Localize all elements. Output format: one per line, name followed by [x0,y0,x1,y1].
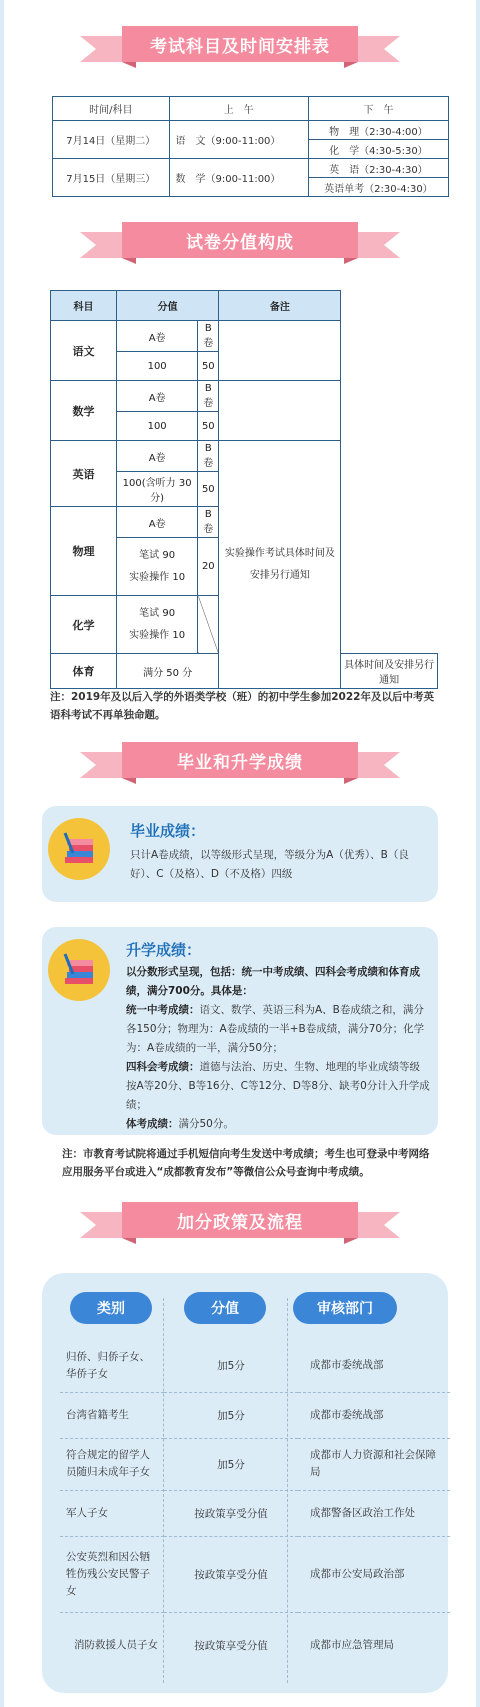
paper-b-cell: B卷 [198,441,219,472]
table-row [60,1490,450,1536]
header-cell: 分值 [117,291,219,321]
value-cell [117,596,198,654]
books-icon [48,939,110,1001]
subject-cell: 物理 [51,507,117,596]
paper-b-cell: B卷 [198,381,219,412]
subject-cell: 数学 [51,381,117,441]
exam-schedule-table [52,96,449,197]
header-pill-department: 审核部门 [293,1292,397,1324]
value-cell: 50 [198,412,219,441]
paper-b-cell: B卷 [198,321,219,352]
table-row [60,1612,450,1678]
points-cell: 按政策享受分值 [164,1490,298,1536]
header-pill-category: 类别 [70,1292,152,1324]
admission-intro: 以分数形式呈现，包括：统一中考成绩、四科会考成绩和体育成绩，满分700分。具体是： [126,966,420,997]
card-title: 升学成绩： [126,941,202,959]
date-cell: 7月14日（星期二） [53,121,170,159]
section-title: 加分政策及流程 [122,1202,358,1238]
empty-diagonal-cell [198,596,219,654]
bonus-table [60,1340,450,1678]
afternoon-cell: 物 理（2:30-4:00） [308,121,448,140]
table-row [53,159,449,178]
graduation-card [42,806,438,902]
value-cell: 100(含听力 30 分) [117,472,198,507]
table-row [51,321,438,352]
value-cell: 50 [198,472,219,507]
subject-cell: 体育 [51,654,117,689]
pe-text: 满分50分。 [178,1118,234,1130]
subject-cell: 化学 [51,596,117,654]
header-cell: 科目 [51,291,117,321]
afternoon-cell: 化 学（4:30-5:30） [308,140,448,159]
remark-cell: 具体时间及安排另行通知 [341,654,438,689]
subject-cell: 英语 [51,441,117,507]
remark-cell [219,381,341,441]
lab-score: 实验操作 10 [129,571,186,583]
department-cell: 成都市人力资源和社会保障局 [298,1438,450,1490]
unified-label: 统一中考成绩： [126,1004,200,1016]
subject-cell: 语文 [51,321,117,381]
value-cell: 满分 50 分 [117,654,219,689]
table-row [60,1392,450,1438]
score-structure-table [50,290,438,689]
department-cell: 成都市委统战部 [298,1340,450,1392]
unified-text: 语文、数学、英语三科为A、B卷成绩之和，满分各150分；物理为：A卷成绩的一半+B卷成绩，满分70分；化学为：A卷成绩的一半，满分50分； [126,1004,425,1054]
morning-cell: 数 学（9:00-11:00） [169,159,308,197]
four-subject-label: 四科会考成绩： [126,1061,200,1073]
table-header-row [51,291,438,321]
points-cell: 按政策享受分值 [164,1536,298,1612]
points-cell: 按政策享受分值 [194,1639,268,1652]
remark-cell [219,321,341,381]
section-title: 考试科目及时间安排表 [122,26,358,62]
value-cell [117,538,198,596]
lab-remark-cell [219,441,341,689]
header-pill-points: 分值 [184,1292,266,1324]
category-cell: 军人子女 [60,1490,164,1536]
afternoon-cell: 英 语（2:30-4:30） [308,159,448,178]
category-cell: 公安英烈和因公牺牲伤残公安民警子女 [60,1536,164,1612]
department-cell: 成都市公安局政治部 [298,1536,450,1612]
header-cell: 下 午 [308,97,448,121]
table-row [51,381,438,412]
category-cell: 台湾省籍考生 [60,1392,164,1438]
header-cell: 备注 [219,291,341,321]
afternoon-cell: 英语单考（2:30-4:30） [308,178,448,197]
section-header-graduation [0,740,480,784]
table-header-row [53,97,449,121]
section-title: 毕业和升学成绩 [122,742,358,778]
category-cell: 归侨、归侨子女、华侨子女 [60,1340,164,1392]
points-cell: 加5分 [164,1392,298,1438]
department-cell: 成都警备区政治工作处 [298,1490,450,1536]
table-row [51,441,438,472]
lab-remark-text: 实验操作考试具体时间及安排另行通知 [224,547,335,581]
admission-card [42,927,438,1135]
paper-a-cell: A卷 [117,507,198,538]
books-icon [48,818,110,880]
card-body: 只计A卷成绩，以等级形式呈现，等级分为A（优秀）、B（良好）、C（及格）、D（不及格）四级 [130,849,409,880]
paper-a-cell: A卷 [117,321,198,352]
paper-a-cell: A卷 [117,381,198,412]
section-header-score-structure [0,220,480,264]
table-row [53,121,449,140]
paper-a-cell: A卷 [117,441,198,472]
written-score: 笔试 90 [139,549,176,561]
table-row [60,1438,450,1490]
morning-cell: 语 文（9:00-11:00） [169,121,308,159]
category-cell: 符合规定的留学人员随归未成年子女 [60,1438,164,1490]
header-cell: 时间/科目 [53,97,170,121]
section-header-exam-schedule [0,24,480,68]
value-cell: 100 [117,412,198,441]
card-title: 毕业成绩： [130,822,206,840]
footnote-english: 注：2019年及以后入学的外语类学校（班）的初中学生参加2022年及以后中考英语科考试不再单独命题。 [50,691,434,721]
date-cell: 7月15日（星期三） [53,159,170,197]
lab-score: 实验操作 10 [129,629,186,641]
table-row [60,1340,450,1392]
footnote-results: 注：市教育考试院将通过手机短信向考生发送中考成绩；考生也可登录中考网络应用服务平台或进入“成都教育发布”等微信公众号查询中考成绩。 [62,1148,430,1178]
pe-label: 体考成绩： [126,1118,179,1130]
points-cell: 加5分 [164,1340,298,1392]
department-cell: 成都市应急管理局 [310,1638,394,1651]
four-subject-text: 道德与法治、历史、生物、地理的毕业成绩等级按A等20分、B等16分、C等12分、D等8分、缺考0分计入升学成绩； [126,1061,430,1111]
points-cell: 加5分 [164,1438,298,1490]
paper-b-cell: B卷 [198,507,219,538]
value-cell: 20 [198,538,219,596]
table-row [60,1536,450,1612]
value-cell: 100 [117,352,198,381]
card-body [126,963,430,1134]
header-cell: 上 午 [169,97,308,121]
category-cell: 消防救援人员子女 [74,1638,158,1651]
department-cell: 成都市委统战部 [298,1392,450,1438]
written-score: 笔试 90 [139,607,176,619]
section-title: 试卷分值构成 [122,222,358,258]
section-header-bonus [0,1200,480,1244]
value-cell: 50 [198,352,219,381]
